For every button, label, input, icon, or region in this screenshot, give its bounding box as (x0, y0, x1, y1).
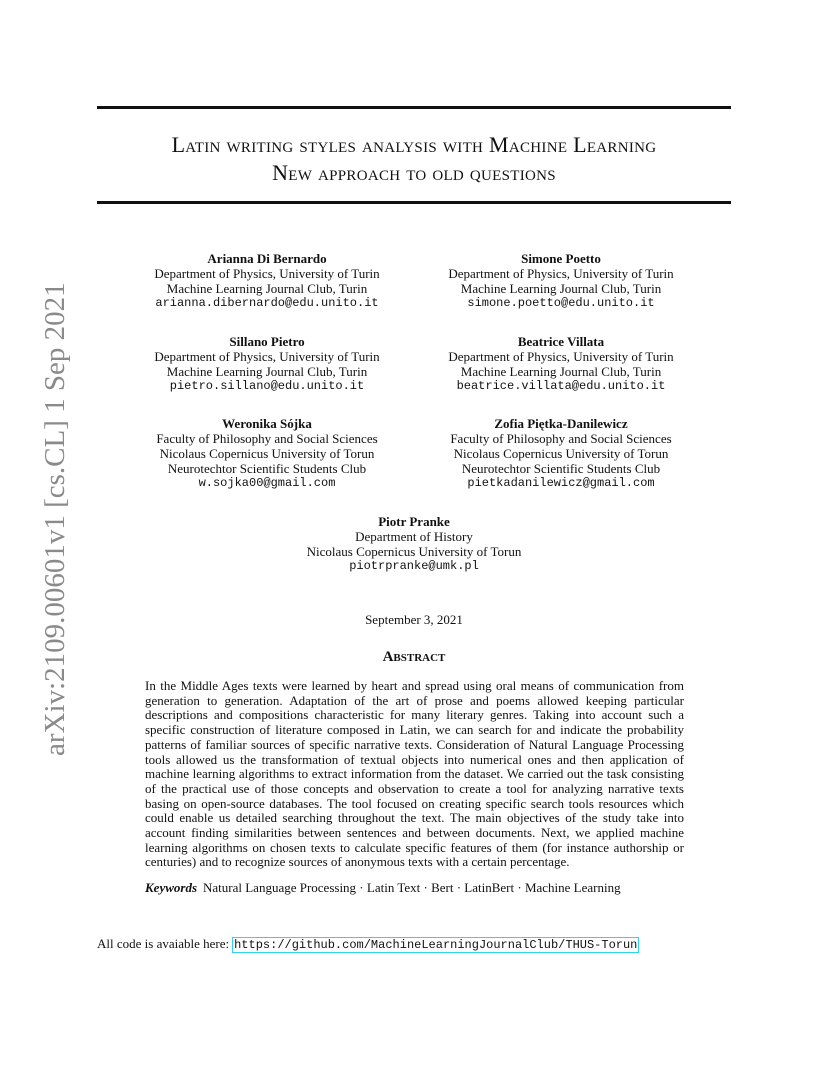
author-affiliation: Machine Learning Journal Club, Turin (166, 364, 368, 379)
author-name: Zofia Piętka-Danilewicz (494, 416, 628, 431)
author-name: Arianna Di Bernardo (207, 251, 327, 266)
code-availability-note (97, 936, 639, 952)
author-block (117, 416, 417, 491)
author-affiliation: Faculty of Philosophy and Social Sciences (450, 431, 672, 446)
author-affiliation: Machine Learning Journal Club, Turin (460, 281, 662, 296)
author-email[interactable]: arianna.dibernardo@edu.unito.it (155, 296, 379, 310)
author-affiliation: Nicolaus Copernicus University of Torun (306, 544, 522, 559)
github-link[interactable]: https://github.com/MachineLearningJournalClub/THUS-Torun (234, 938, 638, 952)
author-name: Beatrice Villata (517, 334, 605, 349)
author-block (264, 514, 564, 574)
author-affiliation: Neurotechtor Scientific Students Club (167, 461, 367, 476)
author-block (411, 334, 711, 394)
author-affiliation: Department of Physics, University of Turin (154, 349, 380, 364)
abstract-text: In the Middle Ages texts were learned by heart and spread using oral means of communication from generation to generation. Adaptation of the art of prose and poems allowed keeping particular descriptions and compositions characteristic for many literary genres. Taking into account such a specific construction of literature composed in Latin, we can search for and indicate the probability patterns of familiar sources of specific narrative texts. Consideration of Natural Language Processing tools allowed us the transformation of textual objects into numerical ones and then application of machine learning algorithms to extract information from the dataset. We carried out the task consisting of the practical use of those concepts and observation to create a tool for analyzing narrative texts basing on open-source databases. The tool focused on creating specific search tools resources which could enable us detailed searching throughout the text. The main objectives of the study take into account finding similarities between sentences and between documents. Next, we applied machine learning algorithms on chosen texts to calculate specific features of them (for instance authorship or centuries) and to recognize sources of anonymous texts with a certain percentage. (145, 678, 684, 870)
author-affiliation: Faculty of Philosophy and Social Sciences (156, 431, 378, 446)
keywords (145, 880, 684, 896)
title-line-2: New approach to old questions (272, 160, 556, 185)
author-email[interactable]: piotrpranke@umk.pl (349, 559, 479, 573)
keywords-list: Natural Language Processing · Latin Text · Bert · LatinBert · Machine Learning (203, 880, 621, 895)
author-block (411, 416, 711, 491)
author-name: Simone Poetto (521, 251, 601, 266)
author-affiliation: Machine Learning Journal Club, Turin (460, 364, 662, 379)
author-block (411, 251, 711, 311)
abstract-heading: Abstract (382, 649, 446, 665)
author-affiliation: Nicolaus Copernicus University of Torun (159, 446, 375, 461)
author-affiliation: Neurotechtor Scientific Students Club (461, 461, 661, 476)
paper-title (97, 131, 731, 187)
title-bottom-rule (97, 201, 731, 204)
author-block (117, 334, 417, 394)
author-name: Piotr Pranke (378, 514, 450, 529)
author-affiliation: Department of Physics, University of Turin (448, 349, 674, 364)
author-name: Weronika Sójka (222, 416, 312, 431)
title-line-1: Latin writing styles analysis with Machine Learning (171, 132, 657, 157)
keywords-label: Keywords (145, 880, 197, 895)
author-email[interactable]: w.sojka00@gmail.com (198, 476, 336, 490)
author-affiliation: Machine Learning Journal Club, Turin (166, 281, 368, 296)
author-email[interactable]: pietkadanilewicz@gmail.com (467, 476, 655, 490)
author-email[interactable]: pietro.sillano@edu.unito.it (169, 379, 365, 393)
author-email[interactable]: simone.poetto@edu.unito.it (467, 296, 655, 310)
author-affiliation: Department of Physics, University of Turin (448, 266, 674, 281)
author-name: Sillano Pietro (229, 334, 305, 349)
publication-date: September 3, 2021 (365, 612, 463, 627)
author-email[interactable]: beatrice.villata@edu.unito.it (456, 379, 666, 393)
footnote-prefix: All code is avaiable here: (97, 936, 230, 951)
author-affiliation: Department of Physics, University of Turin (154, 266, 380, 281)
author-affiliation: Department of History (355, 529, 473, 544)
author-block (117, 251, 417, 311)
title-top-rule (97, 106, 731, 109)
author-affiliation: Nicolaus Copernicus University of Torun (453, 446, 669, 461)
arxiv-identifier-stamp: arXiv:2109.00601v1 [cs.CL] 1 Sep 2021 (39, 282, 71, 756)
